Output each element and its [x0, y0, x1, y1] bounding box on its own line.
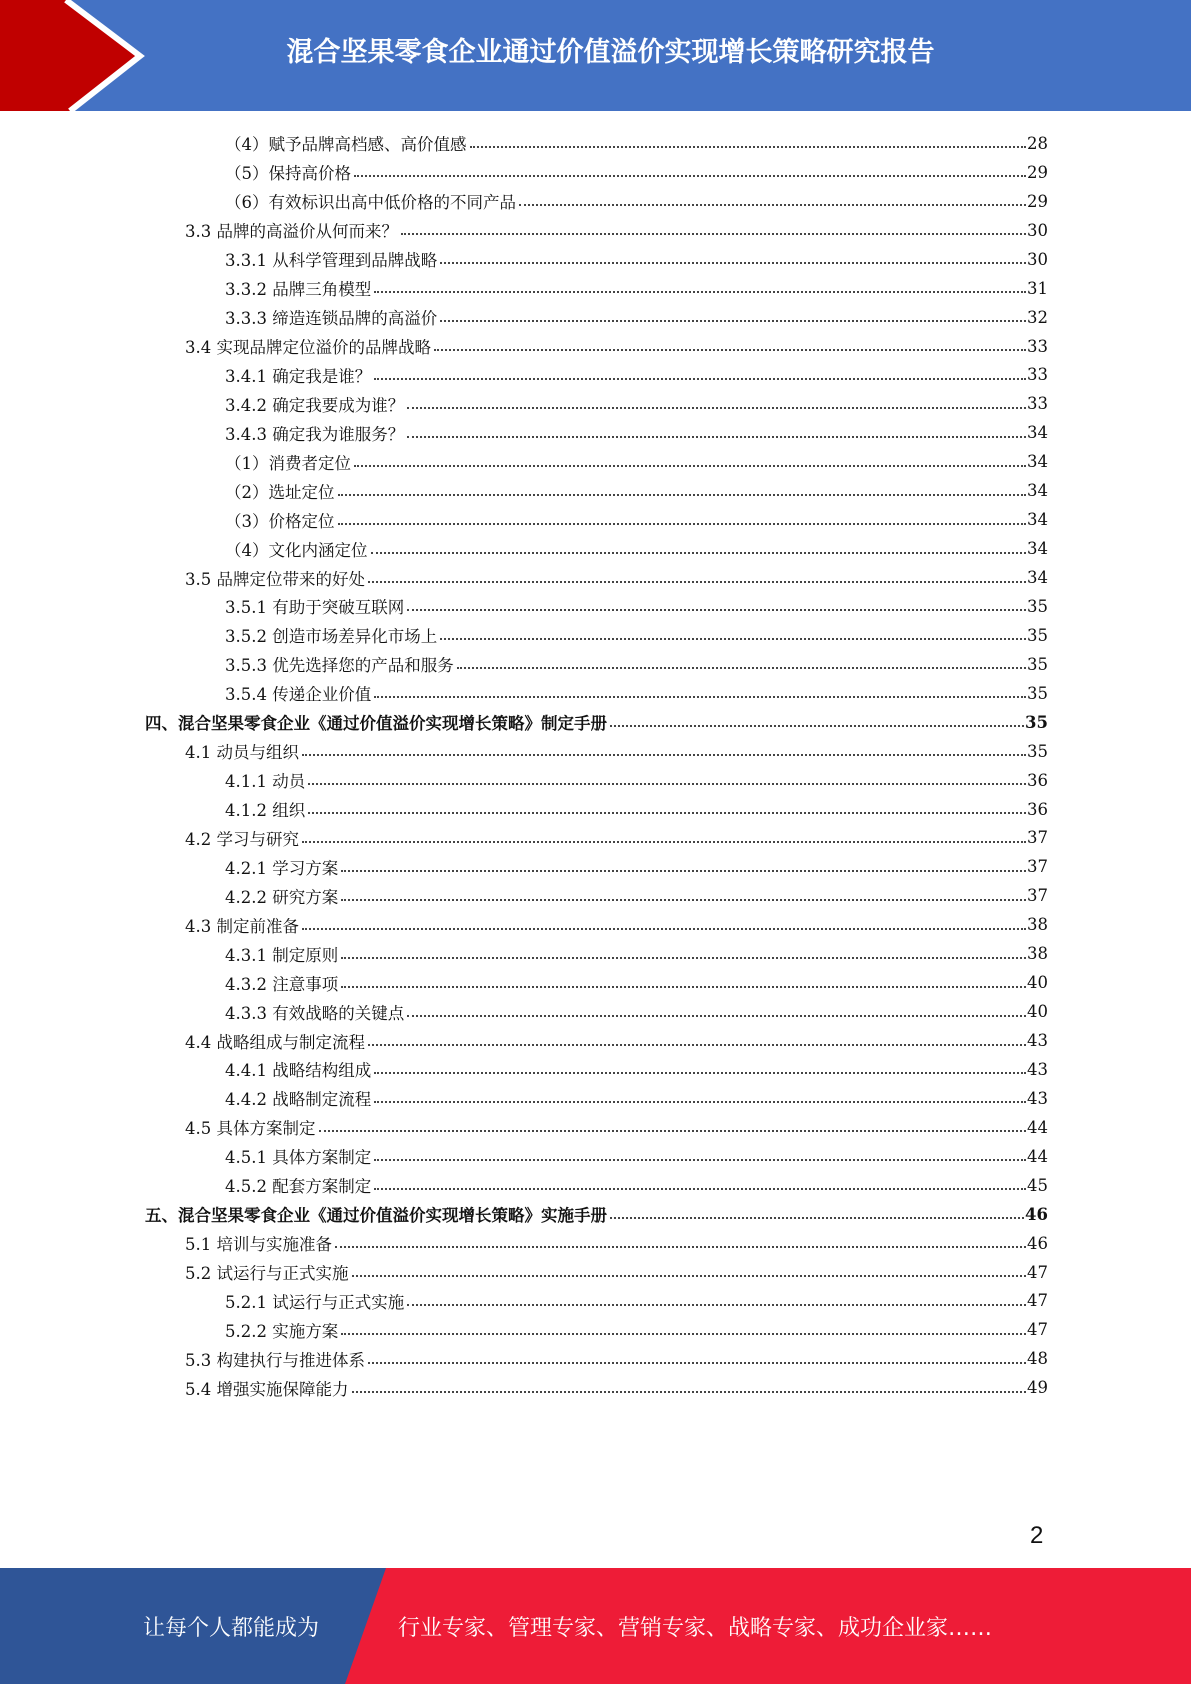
toc-entry-title: 3.3.1 从科学管理到品牌战略 — [225, 247, 439, 271]
toc-entry-page: 34 — [1027, 510, 1048, 530]
toc-entry-page: 35 — [1027, 683, 1048, 703]
dot-leader — [434, 349, 1026, 351]
toc-entry-page: 45 — [1027, 1175, 1048, 1195]
toc-entry[interactable] — [0, 1200, 1191, 1229]
toc-entry-title: 4.2.1 学习方案 — [225, 855, 340, 879]
dot-leader — [374, 696, 1026, 698]
dot-leader — [519, 204, 1026, 206]
toc-entry-page: 36 — [1027, 799, 1048, 819]
toc-entry[interactable] — [0, 650, 1191, 679]
footer-banner — [0, 1568, 1191, 1684]
toc-entry-title: 4.5.2 配套方案制定 — [225, 1173, 373, 1197]
toc-entry[interactable] — [0, 563, 1191, 592]
toc-entry-title: 4.3.1 制定原则 — [225, 942, 340, 966]
toc-entry[interactable] — [0, 737, 1191, 766]
toc-entry-page: 33 — [1027, 394, 1048, 414]
dot-leader — [610, 725, 1024, 727]
dot-leader — [335, 1246, 1026, 1248]
toc-entry[interactable] — [0, 708, 1191, 737]
toc-entry-page: 47 — [1027, 1320, 1048, 1340]
toc-entry-page: 49 — [1027, 1378, 1048, 1398]
toc-entry-page: 40 — [1027, 1002, 1048, 1022]
toc-entry-title: 4.4 战略组成与制定流程 — [185, 1029, 367, 1053]
toc-entry-page: 34 — [1027, 481, 1048, 501]
toc-entry[interactable] — [0, 332, 1191, 361]
toc-entry[interactable] — [0, 766, 1191, 795]
toc-entry[interactable] — [0, 1373, 1191, 1402]
dot-leader — [440, 638, 1026, 640]
toc-entry-title: 3.3.2 品牌三角模型 — [225, 276, 373, 300]
toc-entry[interactable] — [0, 505, 1191, 534]
dot-leader — [352, 1275, 1027, 1277]
toc-entry[interactable] — [0, 1142, 1191, 1171]
dot-leader — [338, 523, 1027, 525]
toc-entry-title: （3）价格定位 — [225, 508, 337, 532]
toc-entry[interactable] — [0, 968, 1191, 997]
toc-entry-title: （6）有效标识出高中低价格的不同产品 — [225, 189, 518, 213]
toc-entry[interactable] — [0, 997, 1191, 1026]
toc-entry[interactable] — [0, 303, 1191, 332]
toc-entry[interactable] — [0, 621, 1191, 650]
toc-entry-title: 3.5.2 创造市场差异化市场上 — [225, 623, 439, 647]
toc-entry-page: 33 — [1027, 336, 1048, 356]
toc-entry-title: 3.5 品牌定位带来的好处 — [185, 566, 367, 590]
toc-entry-title: 五、混合坚果零食企业《通过价值溢价实现增长策略》实施手册 — [145, 1202, 609, 1226]
toc-entry[interactable] — [0, 418, 1191, 447]
toc-entry-title: 4.5 具体方案制定 — [185, 1115, 318, 1139]
dot-leader — [374, 1188, 1026, 1190]
dot-leader — [368, 1044, 1026, 1046]
toc-entry-page: 37 — [1027, 886, 1048, 906]
dot-leader — [341, 870, 1026, 872]
dot-leader — [341, 1333, 1026, 1335]
toc-entry-title: 3.5.3 优先选择您的产品和服务 — [225, 652, 456, 676]
toc-entry[interactable] — [0, 910, 1191, 939]
toc-entry-page: 44 — [1027, 1117, 1048, 1137]
toc-entry-page: 35 — [1027, 654, 1048, 674]
report-title: 混合坚果零食企业通过价值溢价实现增长策略研究报告 — [286, 37, 935, 68]
toc-entry[interactable] — [0, 447, 1191, 476]
toc-entry-page: 32 — [1027, 307, 1048, 327]
dot-leader — [371, 552, 1027, 554]
toc-entry-title: 5.2 试运行与正式实施 — [185, 1260, 351, 1284]
dot-leader — [302, 754, 1026, 756]
toc-entry[interactable] — [0, 1113, 1191, 1142]
toc-entry-title: 4.4.1 战略结构组成 — [225, 1057, 373, 1081]
dot-leader — [401, 233, 1026, 235]
toc-entry-page: 47 — [1027, 1291, 1048, 1311]
toc-entry[interactable] — [0, 245, 1191, 274]
toc-entry-page: 47 — [1027, 1262, 1048, 1282]
toc-entry-page: 43 — [1027, 1031, 1048, 1051]
toc-entry-page: 35 — [1025, 712, 1048, 732]
toc-entry-title: 4.1 动员与组织 — [185, 739, 301, 763]
toc-entry[interactable] — [0, 1287, 1191, 1316]
header-banner — [0, 0, 1191, 111]
toc-entry-title: 4.1.1 动员 — [225, 768, 307, 792]
toc-entry-page: 36 — [1027, 770, 1048, 790]
dot-leader — [341, 899, 1026, 901]
dot-leader — [319, 1130, 1027, 1132]
toc-entry-title: （5）保持高价格 — [225, 160, 353, 184]
toc-entry[interactable] — [0, 534, 1191, 563]
toc-entry-title: 5.1 培训与实施准备 — [185, 1231, 334, 1255]
dot-leader — [308, 812, 1026, 814]
toc-entry-page: 46 — [1027, 1233, 1048, 1253]
dot-leader — [440, 262, 1026, 264]
toc-entry-page: 35 — [1027, 625, 1048, 645]
dot-leader — [374, 1101, 1026, 1103]
toc-entry[interactable] — [0, 389, 1191, 418]
toc-entry[interactable] — [0, 679, 1191, 708]
toc-entry-page: 35 — [1027, 741, 1048, 761]
toc-entry-title: 3.4.2 确定我要成为谁？ — [225, 392, 406, 416]
toc-entry[interactable] — [0, 1258, 1191, 1287]
toc-entry-page: 31 — [1027, 278, 1048, 298]
dot-leader — [407, 436, 1026, 438]
dot-leader — [407, 407, 1026, 409]
toc-entry-page: 44 — [1027, 1146, 1048, 1166]
toc-entry-title: （2）选址定位 — [225, 479, 337, 503]
toc-entry-page: 29 — [1027, 191, 1048, 211]
toc-entry[interactable] — [0, 1344, 1191, 1373]
dot-leader — [352, 1391, 1027, 1393]
toc-entry-page: 29 — [1027, 162, 1048, 182]
dot-leader — [407, 609, 1026, 611]
toc-entry-title: 4.3 制定前准备 — [185, 913, 301, 937]
toc-entry-page: 34 — [1027, 452, 1048, 472]
dot-leader — [341, 957, 1026, 959]
toc-entry[interactable] — [0, 795, 1191, 824]
footer-slogan-right: 行业专家、管理专家、营销专家、战略专家、成功企业家…… — [398, 1616, 993, 1641]
toc-entry-title: 5.3 构建执行与推进体系 — [185, 1347, 367, 1371]
toc-entry-page: 38 — [1027, 944, 1048, 964]
toc-entry-title: 3.3 品牌的高溢价从何而来？ — [185, 218, 400, 242]
dot-leader — [354, 175, 1026, 177]
toc-entry-title: 4.3.3 有效战略的关键点 — [225, 1000, 406, 1024]
toc-entry-title: 4.2 学习与研究 — [185, 826, 301, 850]
toc-entry[interactable] — [0, 158, 1191, 187]
toc-entry-page: 30 — [1027, 220, 1048, 240]
toc-entry[interactable] — [0, 881, 1191, 910]
toc-entry-page: 30 — [1027, 249, 1048, 269]
toc-entry[interactable] — [0, 1171, 1191, 1200]
dot-leader — [374, 1072, 1026, 1074]
toc-entry-title: 4.5.1 具体方案制定 — [225, 1144, 373, 1168]
toc-entry-title: 3.4 实现品牌定位溢价的品牌战略 — [185, 334, 433, 358]
toc-entry-page: 40 — [1027, 973, 1048, 993]
dot-leader — [374, 378, 1026, 380]
toc-entry-title: 5.2.1 试运行与正式实施 — [225, 1289, 406, 1313]
toc-entry-page: 35 — [1027, 596, 1048, 616]
dot-leader — [338, 494, 1027, 496]
toc-entry-page: 43 — [1027, 1088, 1048, 1108]
dot-leader — [457, 667, 1026, 669]
toc-entry-page: 37 — [1027, 857, 1048, 877]
toc-entry-title: 4.2.2 研究方案 — [225, 884, 340, 908]
toc-entry-page: 46 — [1025, 1204, 1048, 1224]
dot-leader — [440, 320, 1026, 322]
dot-leader — [610, 1217, 1024, 1219]
page-number: 2 — [1030, 1522, 1044, 1549]
dot-leader — [470, 146, 1027, 148]
toc-entry[interactable] — [0, 476, 1191, 505]
dot-leader — [308, 783, 1026, 785]
toc-entry-page: 43 — [1027, 1059, 1048, 1079]
toc-entry-title: 3.4.3 确定我为谁服务？ — [225, 421, 406, 445]
toc-entry-title: 3.5.4 传递企业价值 — [225, 681, 373, 705]
toc-entry[interactable] — [0, 361, 1191, 390]
toc-entry-title: 四、混合坚果零食企业《通过价值溢价实现增长策略》制定手册 — [145, 710, 609, 734]
toc-entry-page: 28 — [1027, 133, 1048, 153]
toc-entry-page: 48 — [1027, 1349, 1048, 1369]
toc-entry-title: 3.3.3 缔造连锁品牌的高溢价 — [225, 305, 439, 329]
dot-leader — [407, 1015, 1026, 1017]
toc-entry[interactable] — [0, 824, 1191, 853]
toc-entry-page: 34 — [1027, 423, 1048, 443]
toc-entry-title: （4）文化内涵定位 — [225, 537, 370, 561]
toc-entry[interactable] — [0, 852, 1191, 881]
dot-leader — [302, 841, 1026, 843]
toc-entry[interactable] — [0, 129, 1191, 158]
toc-entry-title: 4.1.2 组织 — [225, 797, 307, 821]
footer-slogan-left: 让每个人都能成为 — [143, 1616, 320, 1641]
toc-entry-title: 3.5.1 有助于突破互联网 — [225, 594, 406, 618]
dot-leader — [407, 1304, 1026, 1306]
toc-entry-page: 38 — [1027, 915, 1048, 935]
toc-entry[interactable] — [0, 939, 1191, 968]
dot-leader — [368, 1362, 1026, 1364]
toc-entry[interactable] — [0, 1026, 1191, 1055]
toc-entry-page: 33 — [1027, 365, 1048, 385]
toc-entry-title: （1）消费者定位 — [225, 450, 353, 474]
dot-leader — [368, 581, 1026, 583]
toc-entry-title: 4.4.2 战略制定流程 — [225, 1086, 373, 1110]
toc-entry-title: 4.3.2 注意事项 — [225, 971, 340, 995]
toc-entry[interactable] — [0, 187, 1191, 216]
toc-entry[interactable] — [0, 1229, 1191, 1258]
toc-entry-title: 3.4.1 确定我是谁？ — [225, 363, 373, 387]
toc-entry[interactable] — [0, 592, 1191, 621]
dot-leader — [302, 928, 1026, 930]
dot-leader — [354, 465, 1026, 467]
toc-entry-title: 5.4 增强实施保障能力 — [185, 1376, 351, 1400]
toc-entry-title: （4）赋予品牌高档感、高价值感 — [225, 131, 469, 155]
toc-entry-page: 34 — [1027, 539, 1048, 559]
dot-leader — [341, 986, 1026, 988]
toc-entry-title: 5.2.2 实施方案 — [225, 1318, 340, 1342]
toc-entry[interactable] — [0, 216, 1191, 245]
toc-entry-page: 37 — [1027, 828, 1048, 848]
toc-entry[interactable] — [0, 274, 1191, 303]
dot-leader — [374, 291, 1026, 293]
dot-leader — [374, 1159, 1026, 1161]
toc-entry[interactable] — [0, 1084, 1191, 1113]
toc-entry[interactable] — [0, 1315, 1191, 1344]
toc-entry-page: 34 — [1027, 568, 1048, 588]
table-of-contents — [0, 129, 1191, 1402]
toc-entry[interactable] — [0, 1055, 1191, 1084]
